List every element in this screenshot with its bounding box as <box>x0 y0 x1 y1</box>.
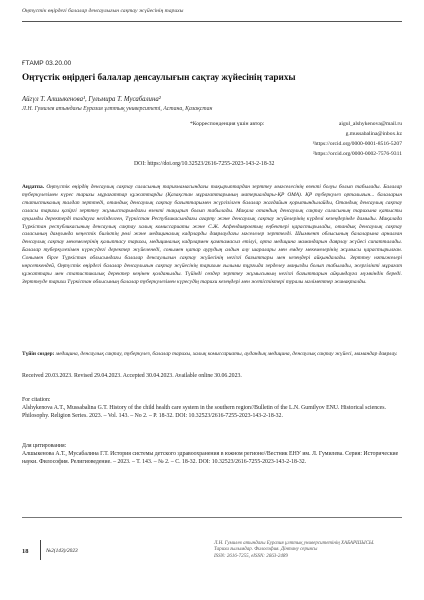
footer-divider <box>22 517 402 518</box>
orcid-link-2[interactable]: ²https://orcid.org/0000-0002-7576-9311 <box>312 151 402 157</box>
journal-info <box>214 541 404 560</box>
received-dates: Received 20.03.2023. Revised 29.04.2023. Accepted 30.04.2023. Available online 30.06.2023. <box>22 373 242 379</box>
footer-separator <box>40 540 41 560</box>
correspondence-email-1[interactable]: aigul_alshykenova@mail.ru <box>338 121 402 127</box>
issue-number: №2(143)/2023 <box>46 548 78 554</box>
article-doi[interactable]: DOI: https://doi.org/10.32523/2616-7255-2023-143-2-18-32 <box>134 161 275 167</box>
citation-ru-heading: Для цитирования: <box>22 443 67 449</box>
abstract-text: Оңтүстік өңірдің денсаулық сақтау саласының тарихнамасындағы тақырыптардан зерттеу ммәселесінің өзекті болуы болып табылады. Балалар туберкулезімен күрес тарихы мұрағаттар құжаттарды (Қазақстан мұрағаттарының материалдары-ҚР ОМА). ҚР туберкулез орталығын... балаларын статистикалық талдап зерттеді, отандық денсаулық сақтау бағыттарымен жүргізілген балалар жағдайын қорытындылайды, Отандық денсаулық сақтау саласы тарихы қазіргі зерттеу жұмыстарындағы өзекті тақырып болып табылады. Мақала отандық денсаулық сақтау саласының тарихына қатысты ауқымды деректерді талдауға негізделген, Түркістан Республикасындағы ағарту және денсаулық сақтау жүйелерінің күрделі кезеңдерінде дамыды. Мақалада Түркістан республикасының денсаулық сақтау халық комиссариаты және С.Ж. Асфендияровтың еңбектері қарастырылады, отандық денсаулық сақтау саласының дамуында кеңестік биліктің рөлі және медициналық кадрларды даярлаудағы мәселелер зерттелді. Шымкент облысының балаларына арналған денсаулық сақтау мекемелерінің қалыптасу тарихы, медициналық кадрлармен қамтамасыз етілуі, орта медицина мамандарын даярлау жүйесі сипатталады. Балалар туберкулезімен күресудегі деректер жүйеленеді, сонымен қатар аурудың алдын алу шаралары мен емдеу мекемелерінің жұмысы қарастырылған. Сонымен бірге Түркістан облысындағы балалар денсаулығын сақтау жүйесінің негізгі бағыттары мен кезеңдері айқындалады. Зерттеу нәтижелері көрсеткендей, Оңтүстік өңірдегі балалар денсаулығын сақтау жүйесінің тарихын ғылыми тұрғыда зерделеу маңызды болып табылады, жергілікті мұрағат құжаттары мен статистикалық деректер кеңінен қолданылды. Түйінді сөздер зерттеу жұмысының негізгі бағыттарын айқындауға мүмкіндік береді. Зерттеуде тарихи Түркістан облысының балалар туберкулезімен күресудің тарихи кезеңдері мен жетістіктері туралы мәліметтер жинақталды. <box>22 184 402 285</box>
journal-name: Л.Н. Гумилев атындағы Еуразия ұлттық университетінің ХАБАРШЫСЫ. <box>214 541 375 546</box>
keywords-label: Түйін сөздер: <box>22 351 55 357</box>
for-citation-heading: For citation: <box>22 397 51 403</box>
keywords-text: медицина, денсаулық сақтау, туберкулез, балалар тарихы, халық комиссариаты, аудандық медицина, денсаулық сақтау жүйесі, мамандар даярлау. <box>54 351 398 357</box>
running-head: Оңтүстік өңірдегі балалар денсаулығын сақтау жүйесінің тарихы <box>22 8 184 14</box>
correspondence-label: *Корреспонденция үшін автор: <box>190 121 265 127</box>
citation-ru-text: Алшыкенова А.Т., Мусабалина Г.Т. История системы детского здравоохранения в южном регионе//Вестник ЕНУ им. Л. Гумилева. Серия: Исторические науки. Философия. Религиоведение. – 2023. – Т. 143. – № 2. – С. 18-32. DOI: 10.32523/2616-7255-2023-143-2-18-32. <box>22 451 399 465</box>
orcid-link-1[interactable]: ¹https://orcid.org/0000-0001-8516-5207 <box>312 141 402 147</box>
article-authors: Айгүл Т. Алшыкенова¹, Гульмира Т. Мусабалина² <box>22 96 161 103</box>
author-affiliation: Л.Н. Гумилев атындағы Еуразия ұлттық университеті, Астана, Қазақстан <box>22 106 213 112</box>
article-title: Оңтүстік өңірдегі балалар денсаулығын сақтау жүйесінің тарихы <box>22 72 296 82</box>
page-number: 18 <box>22 548 29 555</box>
for-citation-text: Alshykenova A.T., Mussabalina G.T. History of the child health care system in the southern region//Bulletin of the L.N. Gumilyov ENU. Historical sciences. Philosophy. Religion Series. 2023. – Vol. 143. – No 2. – P. 18-32. DOI: 10.32523/2616-7255-2023-143-2-18-32. <box>22 405 386 419</box>
abstract-label: Аңдатпа. <box>22 184 45 190</box>
keywords <box>22 351 402 359</box>
correspondence-email-2[interactable]: g.mussabalina@inbox.kz <box>345 131 402 137</box>
abstract <box>22 184 402 287</box>
journal-issn: ISSN: 2616-7255, eISSN: 2663-2489 <box>214 553 288 559</box>
header-divider <box>22 21 402 22</box>
journal-series: Тарихи ғылымдар. Философия. Дінтану сериясы <box>214 547 318 553</box>
udc-code: ҒТАМР 03.20.00 <box>22 60 72 67</box>
